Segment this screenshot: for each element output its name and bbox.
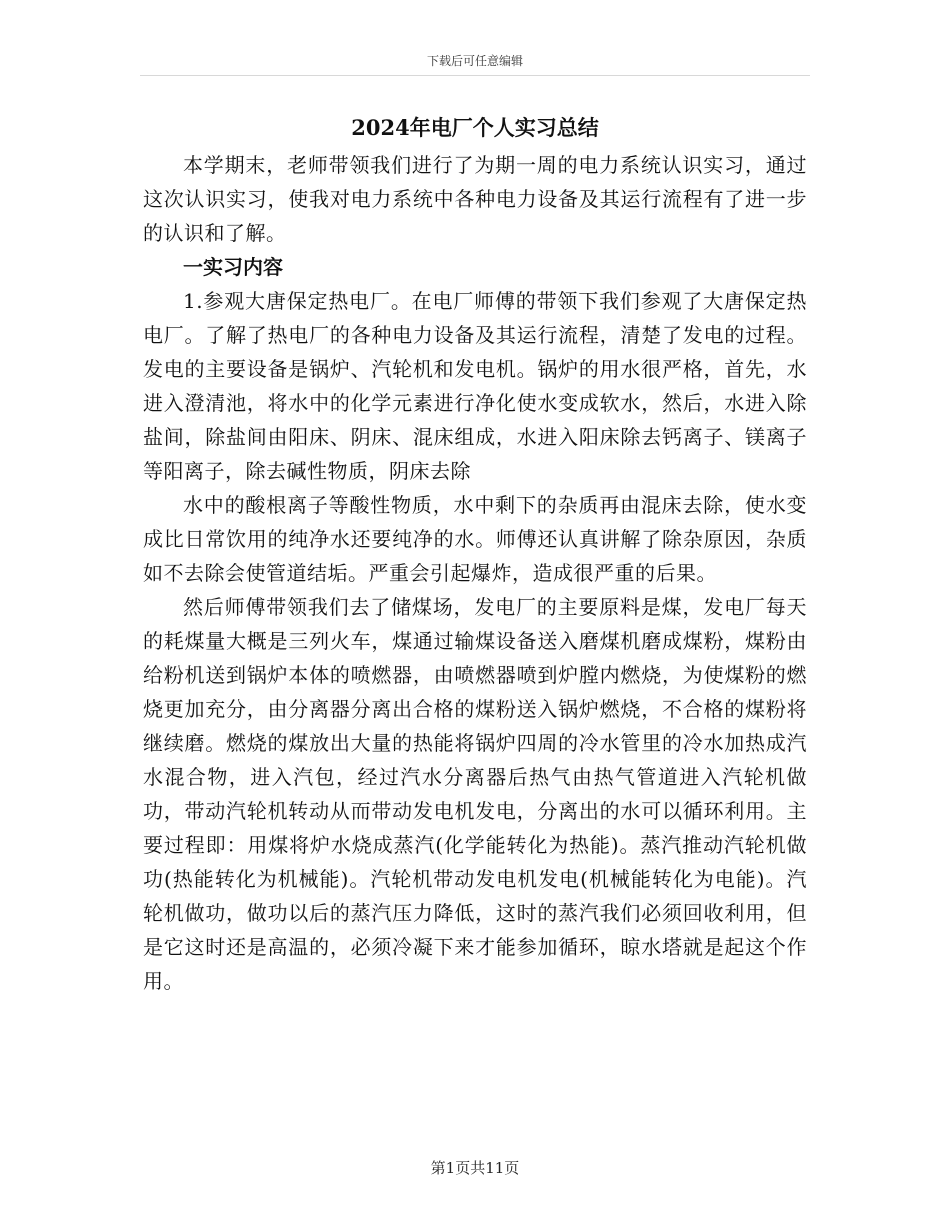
paragraph-water-treatment: 水中的酸根离子等酸性物质，水中剩下的杂质再由混床去除，使水变成比日常饮用的纯净水还要纯净的水。师傅还认真讲解了除杂原因，杂质如不去除会使管道结垢。严重会引起爆炸，造成很严重的后果。 <box>143 493 807 585</box>
section-heading-internship-content: 一实习内容 <box>183 255 283 279</box>
intro-paragraph: 本学期末，老师带领我们进行了为期一周的电力系统认识实习，通过这次认识实习，使我对电力系统中各种电力设备及其运行流程有了进一步的认识和了解。 <box>143 153 807 245</box>
header-divider <box>140 75 810 76</box>
page-number-footer: 第1页共11页 <box>430 1159 520 1177</box>
document-title: 2024年电厂个人实习总结 <box>351 115 599 140</box>
paragraph-coal-yard: 然后师傅带领我们去了储煤场，发电厂的主要原料是煤，发电厂每天的耗煤量大概是三列火车，煤通过输煤设备送入磨煤机磨成煤粉，煤粉由给粉机送到锅炉本体的喷燃器，由喷燃器喷到炉膛内燃烧，为使煤粉的燃烧更加充分，由分离器分离出合格的煤粉送入锅炉燃烧，不合格的煤粉将继续磨。燃烧的煤放出大量的热能将锅炉四周的冷水管里的冷水加热成汽水混合物，进入汽包，经过汽水分离器后热气由热气管道进入汽轮机做功，带动汽轮机转动从而带动发电机发电，分离出的水可以循环利用。主要过程即：用煤将炉水烧成蒸汽(化学能转化为热能)。蒸汽推动汽轮机做功(热能转化为机械能)。汽轮机带动发电机发电(机械能转化为电能)。汽轮机做功，做功以后的蒸汽压力降低，这时的蒸汽我们必须回收利用，但是它这时还是高温的，必须冷凝下来才能参加循环，晾水塔就是起这个作用。 <box>143 595 807 993</box>
paragraph-power-plant-visit: 1.参观大唐保定热电厂。在电厂师傅的带领下我们参观了大唐保定热电厂。了解了热电厂的各种电力设备及其运行流程，清楚了发电的过程。发电的主要设备是锅炉、汽轮机和发电机。锅炉的用水很严格，首先，水进入澄清池，将水中的化学元素进行净化使水变成软水，然后，水进入除盐间，除盐间由阳床、阴床、混床组成，水进入阳床除去钙离子、镁离子等阳离子，除去碱性物质，阴床去除 <box>143 289 807 483</box>
page-header-note: 下载后可任意编辑 <box>426 54 523 68</box>
document-body <box>143 110 807 998</box>
